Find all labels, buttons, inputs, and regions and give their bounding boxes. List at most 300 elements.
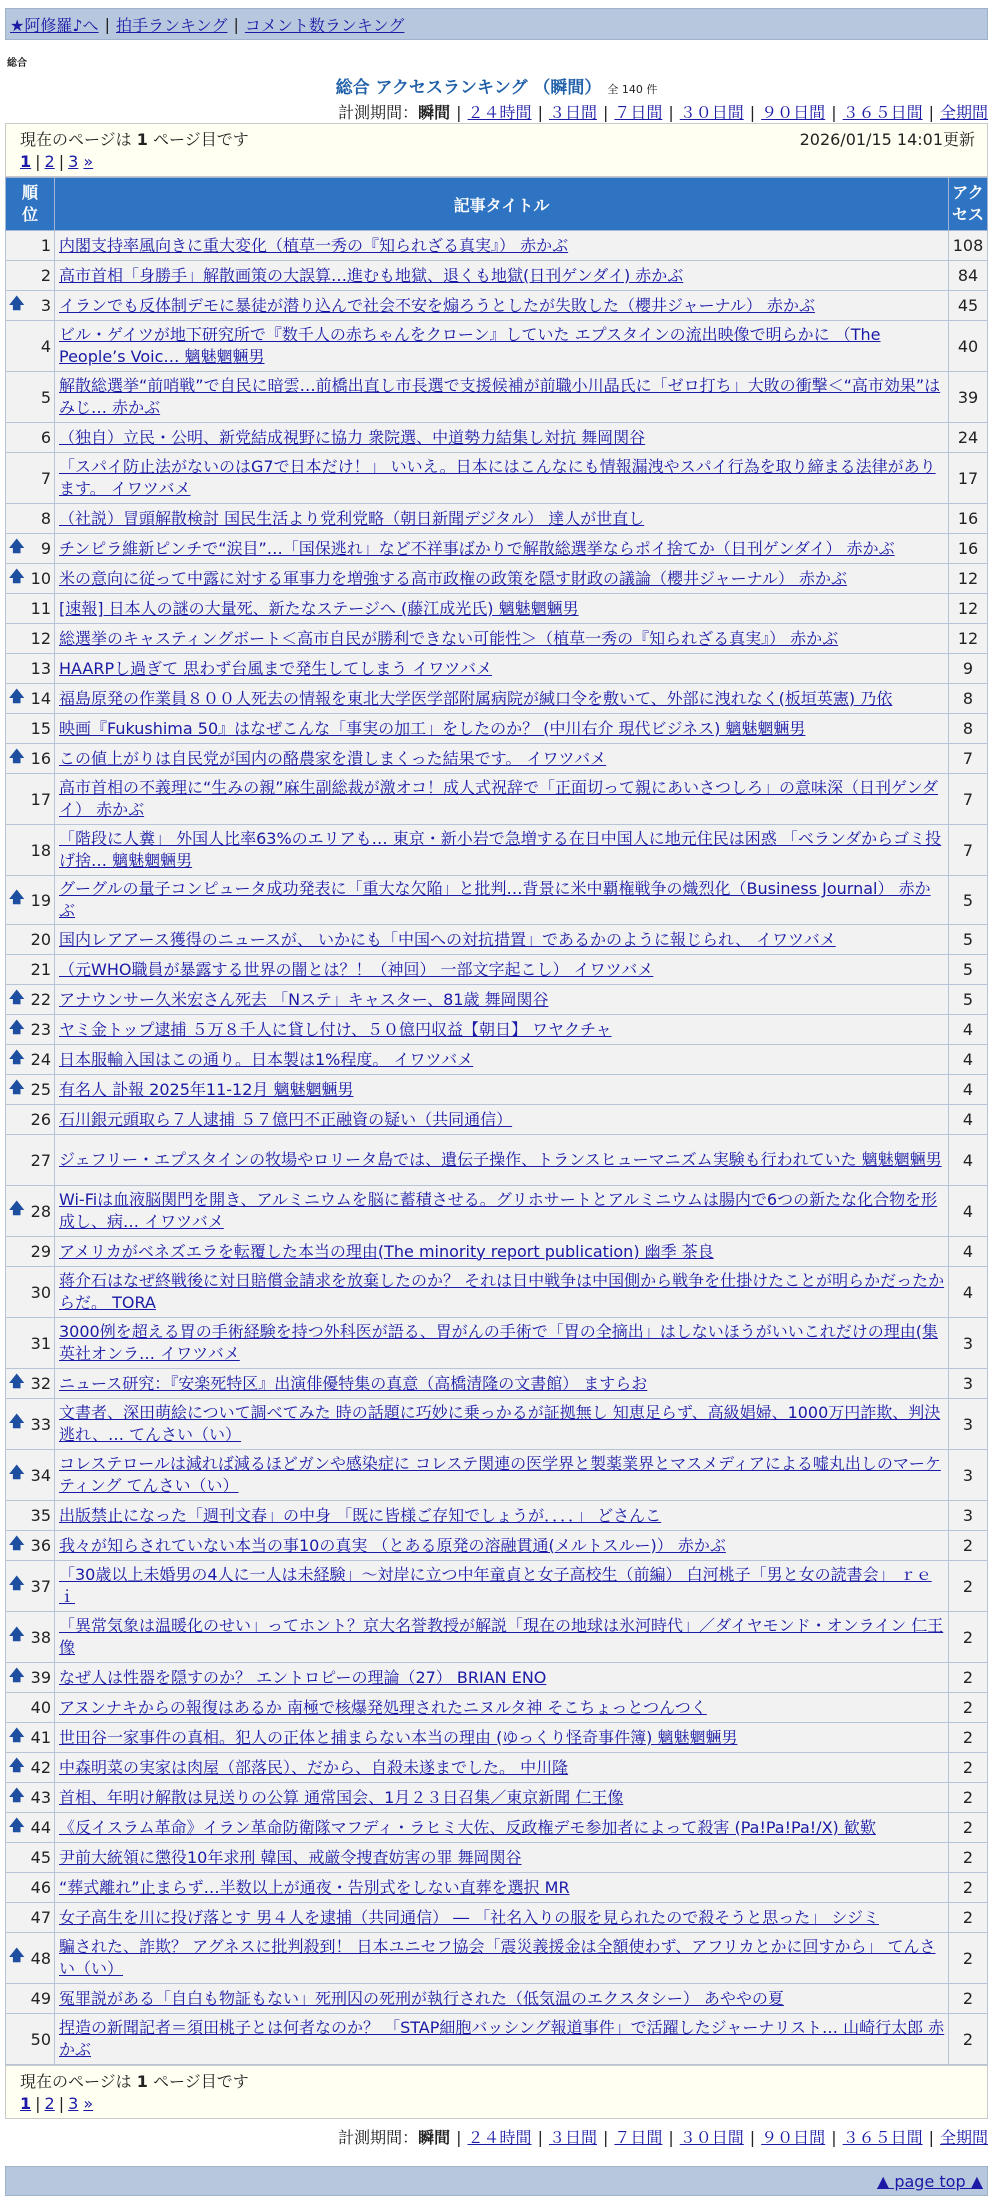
rank-cell	[6, 1813, 55, 1843]
access-count: 84	[949, 261, 988, 291]
article-link[interactable]: 女子高生を川に投げ落とす 男４人を逮捕（共同通信） ― 「社名入りの服を見られたので殺そうと思った」 シジミ	[59, 1907, 879, 1927]
rank-number: 22	[30, 990, 51, 1009]
rank-number: 30	[30, 1282, 51, 1302]
title-cell	[55, 1237, 949, 1267]
pager-page-link[interactable]: 1	[20, 2094, 32, 2113]
header-rank: 順位	[6, 178, 55, 231]
title-cell	[55, 504, 949, 534]
period-link[interactable]: ３６５日間	[842, 2128, 923, 2147]
title-cell	[55, 594, 949, 624]
access-count: 9	[949, 654, 988, 684]
access-count: 2	[949, 1843, 988, 1873]
article-link[interactable]: 映画『Fukushima 50』はなぜこんな「事実の加工」をしたのか？ (中川右介 現代ビジネス) 魑魅魍魎男	[59, 718, 806, 738]
article-link[interactable]: 中森明菜の実家は肉屋（部落民）、だから、自殺未遂までした。 中川隆	[59, 1757, 569, 1777]
article-link[interactable]: ジェフリー・エプスタインの牧場やロリータ島では、遺伝子操作、トランスヒューマニズム実験も行われていた 魑魅魍魎男	[59, 1150, 942, 1169]
access-count: 2	[949, 1903, 988, 1933]
period-link[interactable]: ７日間	[614, 2128, 663, 2147]
period-separator: |	[456, 103, 462, 122]
table-row	[6, 1903, 988, 1933]
title-cell	[55, 1531, 949, 1561]
pager-page-link[interactable]: 1	[20, 152, 32, 171]
table-row	[6, 1561, 988, 1612]
rank-up-arrow-icon: 🡅	[9, 1463, 25, 1481]
title-cell	[55, 654, 949, 684]
rank-number: 1	[40, 236, 51, 255]
article-link[interactable]: 有名人 訃報 2025年11-12月 魑魅魍魎男	[59, 1079, 354, 1099]
table-row	[6, 1045, 988, 1075]
rank-cell	[6, 684, 55, 714]
period-link[interactable]: 全期間	[939, 2128, 988, 2147]
table-row	[6, 1237, 988, 1267]
access-count: 2	[949, 1663, 988, 1693]
rank-number: 44	[30, 1818, 51, 1837]
article-link[interactable]: 我々が知らされていない本当の事10の真実 （とある原発の溶融貫通(メルトスルー)） 赤かぶ	[59, 1535, 726, 1555]
title-cell	[55, 684, 949, 714]
rank-number: 29	[30, 1242, 51, 1261]
period-link[interactable]: ２４時間	[467, 2128, 532, 2147]
title-cell	[55, 714, 949, 744]
rank-cell	[6, 1663, 55, 1693]
period-separator: |	[456, 2128, 462, 2147]
article-link[interactable]: 文書者、深田萌絵について調べてみた 時の話題に巧妙に乗っかるが証拠無し 知恵足らず、高級娼婦、1000万円詐欺、判決逃れ、… てんさい（い）	[59, 1403, 941, 1444]
rank-cell	[6, 654, 55, 684]
rank-cell	[6, 1105, 55, 1135]
ranking-table	[5, 177, 988, 2065]
access-count: 12	[949, 564, 988, 594]
access-count: 4	[949, 1186, 988, 1237]
rank-number: 32	[30, 1374, 51, 1393]
page-info-text: 現在のページは 1 ページ目です	[20, 129, 249, 149]
rank-number: 31	[30, 1333, 51, 1353]
title-cell	[55, 876, 949, 925]
title-cell	[55, 1561, 949, 1612]
rank-up-arrow-icon: 🡅	[9, 1533, 25, 1552]
table-row	[6, 564, 988, 594]
article-link[interactable]: この値上がりは自民党が国内の酪農家を潰しまくった結果です。 イワツバメ	[59, 748, 607, 768]
access-count: 2	[949, 1873, 988, 1903]
article-link[interactable]: 騙された、詐欺？ アグネスに批判殺到！ 日本ユニセフ協会「震災義援金は全額使わず、アフリカとかに回すから」 てんさい（い）	[59, 1937, 936, 1978]
period-link[interactable]: ３日間	[548, 103, 597, 122]
rank-up-arrow-icon: 🡅	[9, 1047, 25, 1066]
article-link[interactable]: （独自）立民・公明、新党結成視野に協力 衆院選、中道勢力結集し対抗 舞岡関谷	[59, 427, 646, 447]
period-link[interactable]: ９０日間	[761, 2128, 826, 2147]
access-count: 2	[949, 1531, 988, 1561]
article-link[interactable]: 日本服輸入国はこの通り。日本製は1%程度。 イワツバメ	[59, 1049, 474, 1069]
article-link[interactable]: Wi-Fiは血液脳関門を開き、アルミニウムを脳に蓄積させる。グリホサートとアルミニウムは腸内で6つの新たな化合物を形成し、病… イワツバメ	[59, 1190, 938, 1231]
period-current: 瞬間	[418, 2128, 451, 2147]
article-link[interactable]: 石川銀元頭取ら７人逮捕 ５７億円不正融資の疑い（共同通信）	[59, 1109, 513, 1129]
table-row	[6, 534, 988, 564]
rank-number: 41	[30, 1728, 51, 1747]
rank-number: 42	[30, 1758, 51, 1777]
table-row	[6, 291, 988, 321]
period-link[interactable]: ３日間	[548, 2128, 597, 2147]
access-count: 5	[949, 985, 988, 1015]
access-count: 2	[949, 1813, 988, 1843]
pager-page-link[interactable]: 2	[44, 152, 55, 171]
rank-number: 18	[30, 840, 51, 860]
rank-cell	[6, 1237, 55, 1267]
rank-up-arrow-icon: 🡅	[9, 1785, 25, 1804]
access-count: 3	[949, 1399, 988, 1450]
period-current: 瞬間	[418, 103, 451, 122]
rank-cell	[6, 261, 55, 291]
rank-cell	[6, 1783, 55, 1813]
article-link[interactable]: ビル・ゲイツが地下研究所で『数千人の赤ちゃんをクローン』していた エプスタインの流出映像で明らかに （The People’s Voic… 魑魅魍魎男	[59, 325, 881, 366]
title-cell	[55, 1045, 949, 1075]
rank-cell	[6, 624, 55, 654]
period-link[interactable]: ３６５日間	[842, 103, 923, 122]
article-link[interactable]: 「異常気象は温暖化のせい」ってホント？京大名誉教授が解説「現在の地球は氷河時代」／ダイヤモンド・オンライン 仁王像	[59, 1616, 944, 1657]
rank-up-arrow-icon: 🡅	[9, 987, 25, 1006]
period-label: 計測期間：	[338, 103, 419, 122]
updated-timestamp: 2026/01/15 14:01更新	[799, 129, 975, 149]
access-count: 2	[949, 2014, 988, 2065]
title-cell	[55, 825, 949, 876]
title-cell	[55, 231, 949, 261]
rank-number: 14	[30, 689, 51, 708]
rank-number: 50	[30, 2029, 51, 2049]
rank-cell	[6, 231, 55, 261]
article-link[interactable]: 高市首相の不義理に“生みの親”麻生副総裁が激オコ！成人式祝辞で「正面切って親にあいさつしろ」の意味深（日刊ゲンダイ） 赤かぶ	[59, 778, 938, 819]
rank-cell	[6, 1045, 55, 1075]
table-row	[6, 1723, 988, 1753]
table-row	[6, 1075, 988, 1105]
page-info-text: 現在のページは 1 ページ目です	[20, 2071, 249, 2091]
article-link[interactable]: 捏造の新聞記者＝須田桃子とは何者なのか？ 「STAP細胞バッシング報道事件」で活躍したジャーナリスト… 山崎行太郎 赤かぶ	[59, 2018, 945, 2059]
access-count: 12	[949, 594, 988, 624]
title-cell	[55, 564, 949, 594]
rank-number: 5	[40, 387, 51, 407]
table-row	[6, 825, 988, 876]
table-row	[6, 1873, 988, 1903]
rank-number: 8	[40, 509, 51, 528]
rank-number: 24	[30, 1050, 51, 1069]
article-link[interactable]: 国内レアアース獲得のニュースが、 いかにも「中国への対抗措置」であるかのように報じられ、 イワツバメ	[59, 929, 836, 949]
rank-up-arrow-icon: 🡅	[9, 746, 25, 765]
breadcrumb: 総合	[7, 58, 27, 69]
rank-cell	[6, 1984, 55, 2014]
rank-cell	[6, 1369, 55, 1399]
title-cell	[55, 955, 949, 985]
article-link[interactable]: 蒋介石はなぜ終戦後に対日賠償金請求を放棄したのか？ それは日中戦争は中国側から戦争を仕掛けたことが明らかだったからだ。 TORA	[59, 1271, 945, 1312]
pager-separator: |	[58, 2094, 65, 2113]
rank-up-arrow-icon: 🡅	[9, 1077, 25, 1096]
pager-separator: |	[35, 2094, 41, 2113]
table-row	[6, 1933, 988, 1984]
rank-cell	[6, 1933, 55, 1984]
rank-number: 43	[30, 1788, 51, 1807]
rank-number: 28	[30, 1201, 51, 1221]
rank-cell	[6, 372, 55, 423]
access-count: 5	[949, 925, 988, 955]
rank-up-arrow-icon: 🡅	[9, 1755, 25, 1774]
page-title-text: 総合 アクセスランキング （瞬間）	[335, 78, 602, 98]
period-separator: |	[668, 103, 674, 122]
rank-number: 49	[30, 1989, 51, 2008]
pager-separator: |	[35, 152, 41, 171]
article-link[interactable]: アナウンサー久米宏さん死去 「Nステ」キャスター、81歳 舞岡関谷	[59, 989, 549, 1009]
clap-ranking-link[interactable]: 拍手ランキング	[115, 15, 228, 35]
period-separator: |	[602, 2128, 609, 2147]
rank-up-arrow-icon: 🡅	[9, 1412, 25, 1430]
rank-up-arrow-icon: 🡅	[9, 1815, 25, 1834]
rank-cell	[6, 1450, 55, 1501]
rank-cell	[6, 1723, 55, 1753]
table-row	[6, 594, 988, 624]
access-count: 16	[949, 504, 988, 534]
access-count: 45	[949, 291, 988, 321]
rank-cell	[6, 1561, 55, 1612]
article-link[interactable]: [速報] 日本人の謎の大量死、新たなステージへ (藤江成光氏) 魑魅魍魎男	[59, 598, 579, 618]
rank-number: 4	[40, 336, 51, 356]
rank-cell	[6, 1075, 55, 1105]
table-row	[6, 1186, 988, 1237]
period-link[interactable]: ３０日間	[679, 103, 744, 122]
access-count: 4	[949, 1105, 988, 1135]
article-link[interactable]: チンピラ維新ピンチで“涙目”…「国保逃れ」など不祥事ばかりで解散総選挙ならポイ捨てか（日刊ゲンダイ） 赤かぶ	[59, 538, 895, 558]
title-cell	[55, 1135, 949, 1186]
access-count: 5	[949, 955, 988, 985]
period-separator: |	[928, 103, 934, 122]
table-row	[6, 985, 988, 1015]
rank-cell	[6, 1903, 55, 1933]
rank-number: 33	[30, 1414, 51, 1434]
table-row	[6, 624, 988, 654]
access-count: 2	[949, 1753, 988, 1783]
rank-cell	[6, 321, 55, 372]
article-link[interactable]: 3000例を超える胃の手術経験を持つ外科医が語る、胃がんの手術で「胃の全摘出」はしないほうがいいこれだけの理由(集英社オンラ… イワツバメ	[59, 1322, 938, 1363]
period-separator: |	[668, 2128, 674, 2147]
table-row	[6, 1501, 988, 1531]
article-link[interactable]: 内閣支持率風向きに重大変化（植草一秀の『知られざる真実』） 赤かぶ	[59, 235, 569, 255]
rank-number: 23	[30, 1020, 51, 1039]
access-count: 2	[949, 1933, 988, 1984]
nav-separator: |	[104, 14, 110, 34]
period-separator: |	[537, 2128, 543, 2147]
article-link[interactable]: HAARPし過ぎて 思わず台風まで発生してしまう イワツバメ	[59, 658, 492, 678]
article-link[interactable]: 「スパイ防止法がないのはG7で日本だけ！」 いいえ。日本にはこんなにも情報漏洩やスパイ行為を取り締まる法律があります。 イワツバメ	[59, 457, 936, 498]
rank-cell	[6, 534, 55, 564]
rank-up-arrow-icon: 🡅	[9, 1725, 25, 1744]
pager-page-link[interactable]: 2	[44, 2094, 55, 2113]
title-cell	[55, 1933, 949, 1984]
rank-number: 20	[30, 930, 51, 949]
rank-up-arrow-icon: 🡅	[9, 1017, 25, 1036]
title-cell	[55, 1015, 949, 1045]
table-row	[6, 1753, 988, 1783]
rank-number: 6	[40, 428, 51, 447]
rank-up-arrow-icon: 🡅	[9, 1574, 25, 1592]
comment-ranking-link[interactable]: コメント数ランキング	[244, 15, 405, 35]
rank-number: 48	[30, 1948, 51, 1968]
title-cell	[55, 1783, 949, 1813]
title-cell	[55, 1813, 949, 1843]
access-count: 8	[949, 714, 988, 744]
table-row	[6, 744, 988, 774]
table-row	[6, 654, 988, 684]
period-link[interactable]: ７日間	[614, 103, 663, 122]
rank-cell	[6, 1501, 55, 1531]
period-separator: |	[831, 2128, 837, 2147]
header-title: 記事タイトル	[55, 178, 949, 231]
table-row	[6, 1105, 988, 1135]
article-link[interactable]: （元WHO職員が暴露する世界の闇とは？！（神回） 一部文字起こし） イワツバメ	[59, 959, 654, 979]
access-count: 2	[949, 1612, 988, 1663]
article-link[interactable]: 尹前大統領に懲役10年求刑 韓国、戒厳令捜査妨害の罪 舞岡関谷	[59, 1847, 522, 1867]
article-link[interactable]: 福島原発の作業員８００人死去の情報を東北大学医学部附属病院が緘口令を敷いて、外部に洩れなく(板垣英憲) 乃依	[59, 688, 893, 708]
title-cell	[55, 453, 949, 504]
rank-number: 37	[30, 1576, 51, 1596]
article-link[interactable]: “葬式離れ”止まらず…半数以上が通夜・告別式をしない直葬を選択 MR	[59, 1877, 570, 1897]
table-row	[6, 1783, 988, 1813]
pager-next-link[interactable]: »	[83, 152, 94, 171]
rank-cell	[6, 1015, 55, 1045]
access-count: 4	[949, 1267, 988, 1318]
article-link[interactable]: コレステロールは減れば減るほどガンや感染症に コレステ関連の医学界と製薬業界とマスメディアによる嘘丸出しのマーケティング てんさい（い）	[59, 1454, 941, 1495]
rank-cell	[6, 564, 55, 594]
access-count: 3	[949, 1501, 988, 1531]
article-link[interactable]: 冤罪説がある「自白も物証もない」死刑囚の死刑が執行された（低気温のエクスタシー） あややの夏	[59, 1988, 784, 2008]
article-link[interactable]: 《反イスラム革命》イラン革命防衛隊マフディ・ラヒミ大佐、反政権デモ参加者によって殺害 (Pa!Pa!Pa!/X) 歓歎	[59, 1817, 876, 1837]
table-row	[6, 372, 988, 423]
article-link[interactable]: アヌンナキからの報復はあるか 南極で核爆発処理されたニヌルタ神 そこちょっとつんつく	[59, 1697, 707, 1717]
article-link[interactable]: 「30歳以上未婚男の4人に一人は未経験」〜対岸に立つ中年童貞と女子高校生（前編） 白河桃子「男と女の読書会」 ｒｅｉ	[59, 1565, 932, 1606]
rank-number: 38	[30, 1627, 51, 1647]
rank-number: 27	[30, 1150, 51, 1170]
article-link[interactable]: 高市首相「身勝手」解散画策の大誤算…進むも地獄、退くも地獄(日刊ゲンダイ) 赤かぶ	[59, 265, 684, 285]
rank-number: 39	[30, 1668, 51, 1687]
rank-number: 17	[30, 789, 51, 809]
access-count: 2	[949, 1723, 988, 1753]
rank-cell	[6, 594, 55, 624]
article-link[interactable]: 解散総選挙“前哨戦”で自民に暗雲…前橋出直し市長選で支援候補が前職小川晶氏に「ゼロ打ち」大敗の衝撃＜“高市効果”はみじ… 赤かぶ	[59, 376, 941, 417]
pager-bottom	[20, 2092, 975, 2116]
title-cell	[55, 1399, 949, 1450]
table-row	[6, 1135, 988, 1186]
access-count: 2	[949, 1984, 988, 2014]
access-count: 7	[949, 825, 988, 876]
access-count: 8	[949, 684, 988, 714]
title-cell	[55, 1723, 949, 1753]
article-link[interactable]: 総選挙のキャスティングボート＜高市自民が勝利できない可能性＞（植草一秀の『知られざる真実』） 赤かぶ	[59, 628, 839, 648]
title-cell	[55, 624, 949, 654]
access-count: 2	[949, 1783, 988, 1813]
rank-up-arrow-icon: 🡅	[9, 1625, 25, 1643]
period-separator: |	[749, 2128, 756, 2147]
period-link[interactable]: ３０日間	[679, 2128, 744, 2147]
article-link[interactable]: ヤミ金トップ逮捕 ５万８千人に貸し付け、５０億円収益【朝日】 ワヤクチャ	[59, 1019, 612, 1039]
pager-page-link[interactable]: 3	[68, 152, 79, 171]
table-row	[6, 714, 988, 744]
title-cell	[55, 2014, 949, 2065]
rank-cell	[6, 1186, 55, 1237]
page-top-link[interactable]: ▲ page top ▲	[876, 2171, 983, 2191]
rank-number: 25	[30, 1080, 51, 1099]
rank-number: 36	[30, 1536, 51, 1555]
access-count: 4	[949, 1237, 988, 1267]
title-cell	[55, 291, 949, 321]
table-row	[6, 453, 988, 504]
article-link[interactable]: 出版禁止になった「週刊文春」の中身 「既に皆様ご存知でしょうが．．．．」 どさんこ	[59, 1505, 662, 1525]
title-cell	[55, 1753, 949, 1783]
access-count: 3	[949, 1369, 988, 1399]
table-row	[6, 231, 988, 261]
header-access: アクセス	[949, 178, 988, 231]
title-cell	[55, 1612, 949, 1663]
period-separator: |	[602, 103, 609, 122]
period-link[interactable]: ２４時間	[467, 103, 532, 122]
rank-number: 35	[30, 1506, 51, 1525]
table-row	[6, 1984, 988, 2014]
article-link[interactable]: 世田谷一家事件の真相。犯人の正体と捕まらない本当の理由 (ゆっくり怪奇事件簿) 魑魅魍魎男	[59, 1727, 738, 1747]
access-count: 4	[949, 1135, 988, 1186]
rank-up-arrow-icon: 🡅	[9, 686, 25, 705]
table-row	[6, 423, 988, 453]
title-cell	[55, 925, 949, 955]
pager-next-link[interactable]: »	[83, 2094, 94, 2113]
rank-cell	[6, 876, 55, 925]
rank-number: 34	[30, 1465, 51, 1485]
access-count: 40	[949, 321, 988, 372]
title-cell	[55, 1693, 949, 1723]
rank-cell	[6, 1693, 55, 1723]
article-link[interactable]: 「階段に人糞」 外国人比率63%のエリアも… 東京・新小岩で急増する在日中国人に地元住民は困惑 「ベランダからゴミ投げ捨… 魑魅魍魎男	[59, 829, 942, 870]
rank-number: 16	[30, 749, 51, 768]
rank-number: 46	[30, 1878, 51, 1897]
article-link[interactable]: イランでも反体制デモに暴徒が潜り込んで社会不安を煽ろうとしたが失敗した（櫻井ジャーナル） 赤かぶ	[59, 295, 815, 315]
rank-cell	[6, 744, 55, 774]
home-link[interactable]: ★阿修羅♪へ	[10, 15, 99, 35]
period-link[interactable]: ９０日間	[761, 103, 826, 122]
access-count: 12	[949, 624, 988, 654]
article-link[interactable]: アメリカがベネズエラを転覆した本当の理由(The minority report publication) 幽季 茶良	[59, 1241, 714, 1261]
article-link[interactable]: なぜ人は性器を隠すのか？ エントロピーの理論（27） BRIAN ENO	[59, 1667, 547, 1687]
rank-number: 26	[30, 1110, 51, 1129]
rank-number: 10	[30, 569, 51, 588]
title-cell	[55, 1369, 949, 1399]
access-count: 4	[949, 1075, 988, 1105]
access-count: 16	[949, 534, 988, 564]
title-cell	[55, 1663, 949, 1693]
title-cell	[55, 1075, 949, 1105]
rank-cell	[6, 1753, 55, 1783]
article-link[interactable]: （社説）冒頭解散検討 国民生活より党利党略（朝日新聞デジタル） 達人が世直し	[59, 508, 645, 528]
article-link[interactable]: ニュース研究：『安楽死特区』出演俳優特集の真意（高橋清隆の文書館） ますらお	[59, 1373, 648, 1393]
table-row	[6, 925, 988, 955]
pager-page-link[interactable]: 3	[68, 2094, 79, 2113]
table-row	[6, 955, 988, 985]
access-count: 4	[949, 1015, 988, 1045]
article-link[interactable]: 首相、年明け解散は見送りの公算 通常国会、1月２３日召集／東京新聞 仁王像	[59, 1787, 624, 1807]
page-info-box-top	[5, 123, 988, 177]
rank-cell	[6, 423, 55, 453]
title-cell	[55, 261, 949, 291]
article-link[interactable]: グーグルの量子コンピュータ成功発表に「重大な欠陥」と批判…背景に米中覇権戦争の熾烈化（Business Journal） 赤かぶ	[59, 879, 931, 920]
rank-number: 21	[30, 960, 51, 979]
access-count: 2	[949, 1561, 988, 1612]
access-count: 3	[949, 1318, 988, 1369]
period-link[interactable]: 全期間	[939, 103, 988, 122]
access-count: 4	[949, 1045, 988, 1075]
article-link[interactable]: 米の意向に従って中露に対する軍事力を増強する高市政権の政策を隠す財政の議論（櫻井ジャーナル） 赤かぶ	[59, 568, 847, 588]
title-cell	[55, 744, 949, 774]
rank-up-arrow-icon: 🡅	[9, 536, 25, 555]
table-row	[6, 1663, 988, 1693]
access-count: 5	[949, 876, 988, 925]
title-cell	[55, 1186, 949, 1237]
table-row	[6, 1267, 988, 1318]
